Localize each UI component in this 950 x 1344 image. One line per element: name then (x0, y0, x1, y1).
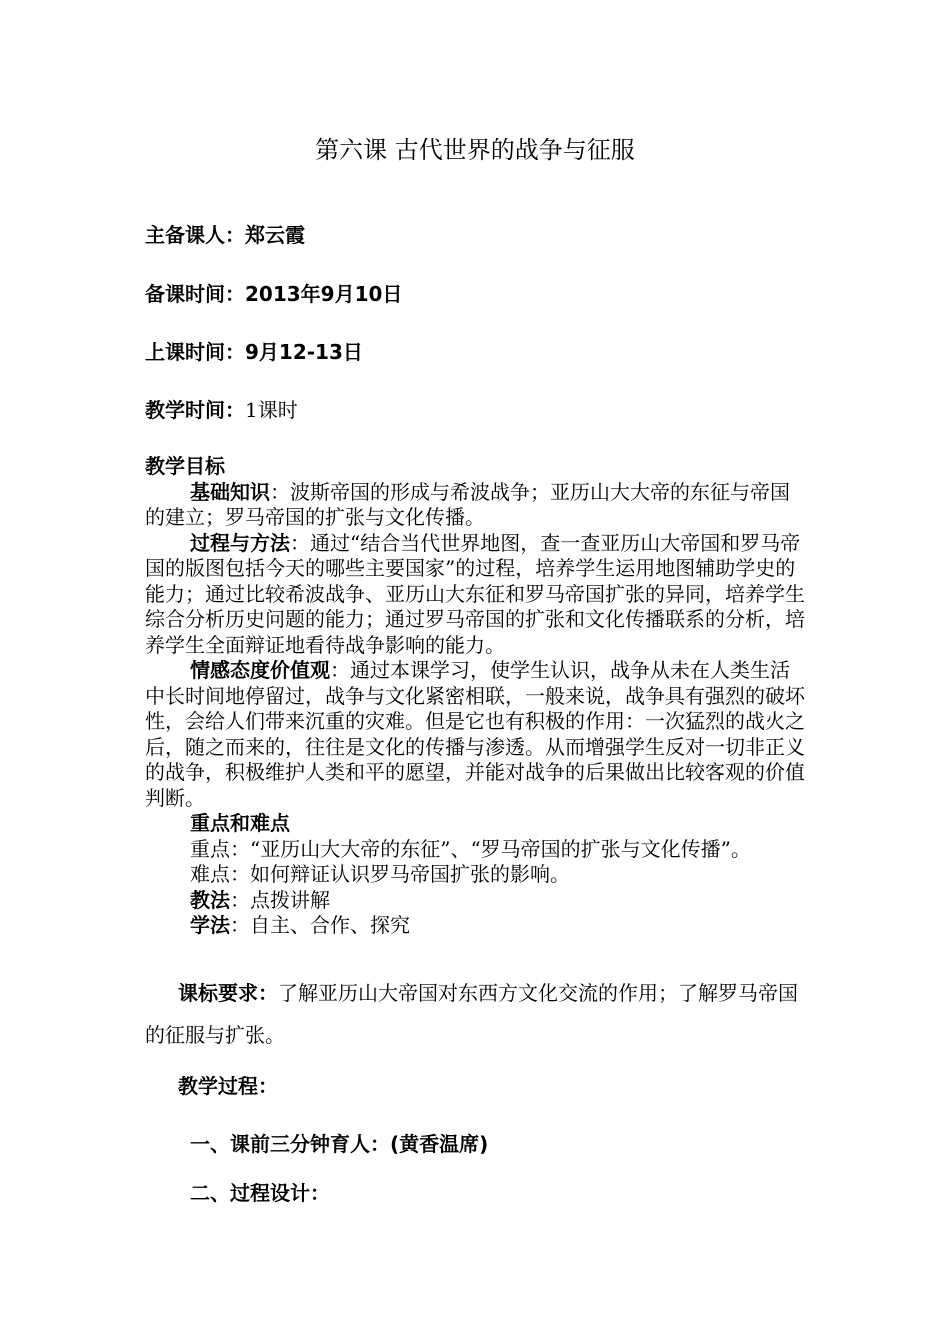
meta-teaching-time (145, 396, 298, 424)
objectives-heading: 教学目标 (145, 454, 225, 478)
meta-preparer (145, 221, 305, 249)
key-point: 重点：“亚历山大大帝的东征”、“罗马帝国的扩张与文化传播”。 (190, 836, 751, 861)
objective-label: 情感态度价值观 (190, 658, 330, 682)
objective-label: 过程与方法 (190, 530, 290, 555)
method-text: ：自主、合作、探究 (230, 913, 410, 937)
meta-label: 上课时间： (145, 340, 245, 364)
key-points-heading: 重点和难点 (190, 811, 290, 835)
section-one-heading: 一、课前三分钟育人：(黄香温席) (190, 1132, 489, 1156)
meta-value: 2013年9月10日 (245, 282, 403, 306)
page-title: 第六课 古代世界的战争与征服 (315, 136, 635, 164)
curriculum-text: 了解亚历山大帝国对东西方文化交流的作用；了解罗马帝国的征服与扩张。 (145, 981, 798, 1047)
objective-text: ：通过“结合当代世界地图，查一查亚历山大帝国和罗马帝国的版图包括今天的哪些主要国家”的过程，培养学生运用地图辅助学史的能力；通过比较希波战争、亚历山大东征和罗马帝国扩张的异同，培养学生综合分析历史问题的能力；通过罗马帝国的扩张和文化传播联系的分析，培养学生全面辩证地看待战争影响的能力。 (145, 530, 805, 657)
method-text: ：点拨讲解 (230, 887, 330, 912)
objectives-section (145, 454, 807, 939)
objective-values (145, 658, 807, 811)
meta-value: 郑云霞 (245, 223, 305, 247)
difficulty-point: 难点：如何辩证认识罗马帝国扩张的影响。 (190, 862, 570, 886)
meta-label: 备课时间： (145, 282, 245, 306)
meta-class-date (145, 338, 363, 366)
objective-label: 基础知识 (190, 479, 270, 504)
curriculum-requirements (145, 972, 807, 1056)
objective-text: ：通过本课学习，使学生认识，战争从未在人类生活中长时间地停留过，战争与文化紧密相联，一般来说，战争具有强烈的破坏性，会给人们带来沉重的灾难。但是它也有积极的作用：一次猛烈的战火之后，随之而来的，往往是文化的传播与渗透。从而增强学生反对一切非正义的战争，积极维护人类和平的愿望，并能对战争的后果做出比较客观的价值判断。 (145, 658, 805, 810)
meta-value: 1课时 (245, 398, 298, 422)
curriculum-label: 课标要求： (178, 981, 278, 1005)
section-two-heading: 二、过程设计： (190, 1181, 330, 1205)
meta-prep-date (145, 280, 402, 308)
method-label: 教法 (190, 887, 230, 912)
learning-method (145, 913, 807, 939)
meta-label: 主备课人： (145, 223, 245, 247)
objective-text: ：波斯帝国的形成与希波战争；亚历山大大帝的东征与帝国的建立；罗马帝国的扩张与文化传播。 (145, 479, 790, 529)
meta-value: 9月12-13日 (245, 340, 363, 364)
objective-knowledge (145, 480, 807, 531)
method-label: 学法 (190, 913, 230, 937)
objective-process (145, 531, 807, 659)
process-heading: 教学过程： (178, 1074, 278, 1098)
teaching-method (145, 888, 807, 914)
meta-label: 教学时间： (145, 398, 245, 422)
